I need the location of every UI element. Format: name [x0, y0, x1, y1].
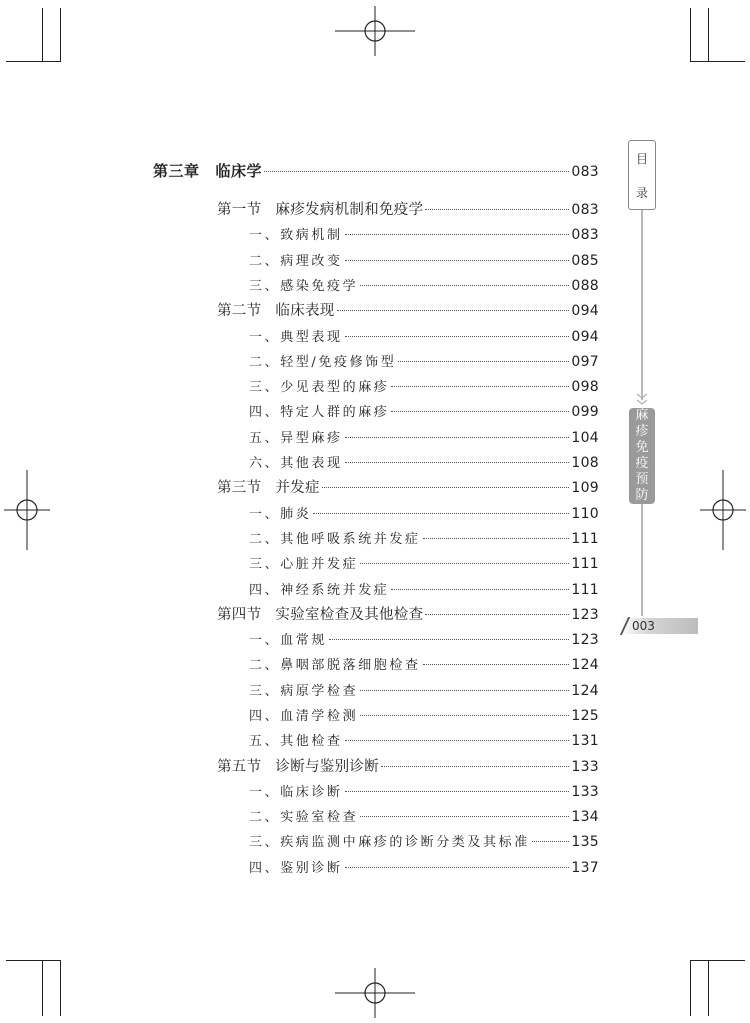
toc-entry-item[interactable]: [249, 224, 599, 246]
dot-leader: [423, 663, 570, 665]
section-number: 第三节: [217, 480, 262, 496]
toc-entry-item[interactable]: [249, 680, 599, 702]
section-title: 实验室检查及其他检查: [275, 607, 424, 623]
toc-page-number: 097: [571, 354, 599, 370]
toc-entry-title: 五、异型麻疹: [249, 431, 343, 446]
toc-page-number: 083: [571, 164, 599, 180]
section-title: 麻疹发病机制和免疫学: [275, 202, 424, 218]
toc-page-number: 099: [571, 404, 599, 420]
toc-page-number: 133: [571, 759, 599, 775]
toc-page-number: 109: [571, 480, 599, 496]
toc-page-number: 134: [571, 809, 599, 825]
toc-entry-title: 四、特定人群的麻疹: [249, 405, 390, 420]
toc-entry-item[interactable]: [249, 629, 599, 651]
section-title: 诊断与鉴别诊断: [275, 759, 380, 775]
toc-entry-title: 一、致病机制: [249, 228, 343, 243]
dot-leader: [345, 436, 570, 438]
toc-page-number: 088: [571, 278, 599, 294]
book-title-char: 防: [635, 488, 649, 503]
dot-leader: [391, 588, 569, 590]
toc-entry-title: 四、鉴别诊断: [249, 861, 343, 876]
book-title-char: 预: [635, 472, 649, 487]
toc-entry-title: 一、血常规: [249, 633, 328, 648]
dot-leader: [337, 309, 570, 311]
toc-page-number: 133: [571, 784, 599, 800]
toc-page-number: 111: [571, 556, 599, 572]
toc-entry-item[interactable]: [249, 781, 599, 803]
toc-page-number: 131: [571, 733, 599, 749]
toc-entry-title: 三、少见表型的麻疹: [249, 380, 390, 395]
section-title: 并发症: [275, 480, 320, 496]
toc-tab-char: 录: [635, 185, 648, 200]
toc-entry-item[interactable]: [249, 705, 599, 727]
toc-entry-item[interactable]: [249, 528, 599, 550]
dot-leader: [398, 360, 569, 362]
section-number: 第四节: [217, 607, 262, 623]
book-title-char: 麻: [635, 408, 649, 423]
toc-entry-title: 二、鼻咽部脱落细胞检查: [249, 658, 421, 673]
dot-leader: [345, 790, 570, 792]
toc-page-number: 135: [571, 834, 599, 850]
toc-entry-item[interactable]: [249, 351, 599, 373]
toc-entry-title: 三、感染免疫学: [249, 279, 359, 294]
toc-entry-item[interactable]: [249, 654, 599, 676]
toc-entry-heading: [217, 300, 335, 322]
toc-entry-title: 二、轻型/免疫修饰型: [249, 355, 397, 370]
toc-page-number: 085: [571, 253, 599, 269]
toc-entry-section[interactable]: [217, 756, 599, 778]
toc-entry-title: 三、疾病监测中麻疹的诊断分类及其标准: [249, 835, 530, 850]
dot-leader: [360, 714, 569, 716]
section-number: 第二节: [217, 303, 262, 319]
dot-leader: [322, 486, 570, 488]
toc-page-number: 108: [571, 455, 599, 471]
toc-entry-item[interactable]: [249, 730, 599, 752]
toc-page-number: 123: [571, 607, 599, 623]
section-number: 第五节: [217, 759, 262, 775]
toc-entry-item[interactable]: [249, 401, 599, 423]
toc-entry-section[interactable]: [217, 477, 599, 499]
dot-leader: [423, 537, 570, 539]
toc-entry-item[interactable]: [249, 376, 599, 398]
toc-entry-heading: [217, 604, 423, 626]
toc-entry-title: 一、临床诊断: [249, 785, 343, 800]
toc-page-number: 124: [571, 683, 599, 699]
dot-leader: [425, 613, 569, 615]
toc-entry-item[interactable]: [249, 806, 599, 828]
dot-leader: [391, 385, 569, 387]
toc-page-number: 094: [571, 303, 599, 319]
book-title-char: 疫: [635, 456, 649, 471]
chapter-title: 临床学: [215, 162, 263, 180]
toc-entry-chapter[interactable]: [153, 160, 599, 182]
toc-entry-item[interactable]: [249, 857, 599, 879]
dot-leader: [345, 866, 570, 868]
dot-leader: [345, 461, 570, 463]
dot-leader: [345, 335, 570, 337]
toc-entry-item[interactable]: [249, 250, 599, 272]
dot-leader: [345, 233, 570, 235]
toc-entry-section[interactable]: [217, 300, 599, 322]
toc-page-number: 094: [571, 329, 599, 345]
toc-entry-heading: [217, 477, 320, 499]
chapter-number: 第三章: [153, 162, 200, 180]
toc-entry-item[interactable]: [249, 326, 599, 348]
dot-leader: [360, 284, 569, 286]
toc-entry-title: 三、心脏并发症: [249, 557, 359, 572]
toc-entry-item[interactable]: [249, 579, 599, 601]
section-title: 临床表现: [275, 303, 335, 319]
toc-tab-char: 目: [635, 151, 648, 166]
dot-leader: [360, 815, 569, 817]
page-number: 003: [632, 619, 655, 633]
toc-page-number: 110: [571, 506, 599, 522]
toc-entry-title: 四、神经系统并发症: [249, 583, 390, 598]
dot-leader: [345, 259, 570, 261]
toc-entry-title: 二、其他呼吸系统并发症: [249, 532, 421, 547]
toc-entry-item[interactable]: [249, 427, 599, 449]
dot-leader: [391, 410, 569, 412]
toc-page-number: 124: [571, 657, 599, 673]
toc-page-number: 111: [571, 582, 599, 598]
dot-leader: [329, 638, 569, 640]
toc-entry-title: 四、血清学检测: [249, 709, 359, 724]
section-number: 第一节: [217, 202, 262, 218]
toc-entry-title: 五、其他检查: [249, 734, 343, 749]
toc-page-number: 111: [571, 531, 599, 547]
dot-leader: [360, 689, 569, 691]
toc-page-number: 123: [571, 632, 599, 648]
toc-entry-title: 一、典型表现: [249, 330, 343, 345]
toc-entry-item[interactable]: [249, 275, 599, 297]
toc-entry-title: 二、病理改变: [249, 254, 343, 269]
toc-entry-item[interactable]: [249, 452, 599, 474]
toc-entry-item[interactable]: [249, 831, 599, 853]
toc-page-number: 083: [571, 202, 599, 218]
book-title-char: 疹: [635, 424, 649, 439]
dot-leader: [360, 562, 569, 564]
dot-leader: [264, 170, 569, 172]
toc-page-number: 137: [571, 860, 599, 876]
dot-leader: [345, 739, 570, 741]
dot-leader: [532, 840, 570, 842]
toc-entry-item[interactable]: [249, 553, 599, 575]
toc-entry-heading: [153, 160, 262, 182]
toc-page-number: 104: [571, 430, 599, 446]
toc-entry-title: 三、病原学检查: [249, 684, 359, 699]
toc-entry-item[interactable]: [249, 503, 599, 525]
toc-entry-section[interactable]: [217, 199, 599, 221]
toc-page-number: 125: [571, 708, 599, 724]
toc-entry-heading: [217, 756, 379, 778]
dot-leader: [313, 512, 569, 514]
toc-entry-title: 二、实验室检查: [249, 810, 359, 825]
dot-leader: [381, 765, 569, 767]
toc-page-number: 083: [571, 227, 599, 243]
dot-leader: [425, 208, 569, 210]
toc-entry-section[interactable]: [217, 604, 599, 626]
toc-entry-title: 六、其他表现: [249, 456, 343, 471]
toc-entry-title: 一、肺炎: [249, 507, 312, 522]
toc-page-number: 098: [571, 379, 599, 395]
toc-entry-heading: [217, 199, 423, 221]
book-title-char: 免: [635, 440, 649, 455]
